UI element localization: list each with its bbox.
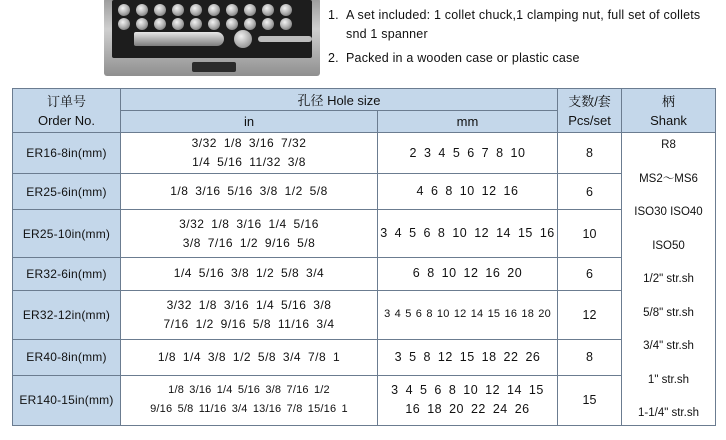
order-number: ER40-8in(mm) xyxy=(13,339,121,375)
inch-sizes xyxy=(121,210,378,258)
table-row xyxy=(13,290,716,339)
shank-list xyxy=(622,133,715,425)
pcs-per-set: 10 xyxy=(558,210,622,258)
mm-sizes xyxy=(378,339,558,375)
order-header-cn: 订单号 xyxy=(46,93,86,109)
inch-line: 1/4 5/16 3/8 1/2 5/8 3/4 xyxy=(173,266,325,281)
inch-line: 1/8 1/4 3/8 1/2 5/8 3/4 7/8 1 xyxy=(157,349,341,364)
table-row xyxy=(13,258,716,290)
collet-slot xyxy=(172,4,184,16)
inch-sizes xyxy=(121,290,378,339)
table-header-row xyxy=(13,89,716,111)
mm-sizes xyxy=(378,290,558,339)
order-number: ER32-6in(mm) xyxy=(13,258,121,290)
order-header xyxy=(13,89,121,133)
hole-size-header: 孔径 Hole size xyxy=(121,89,558,111)
pcs-per-set: 15 xyxy=(558,375,622,425)
collet-slot xyxy=(226,18,238,30)
shank-item: 1/2" str.sh xyxy=(643,273,694,285)
note-item xyxy=(328,6,724,44)
spanner-image xyxy=(258,36,312,42)
collet-slot xyxy=(244,18,256,30)
shank-item: R8 xyxy=(661,139,676,151)
pcs-header xyxy=(558,89,622,133)
inch-line: 1/8 3/16 1/4 5/16 3/8 7/16 1/2 xyxy=(168,384,330,397)
inch-line: 3/32 1/8 3/16 7/32 xyxy=(191,136,307,151)
order-number: ER140-15in(mm) xyxy=(13,375,121,425)
collet-slot xyxy=(136,18,148,30)
inch-line: 3/32 1/8 3/16 1/4 5/16 xyxy=(179,216,319,231)
collet-slot xyxy=(190,18,202,30)
inch-sizes xyxy=(121,258,378,290)
order-header-en: Order No. xyxy=(37,112,96,128)
order-number: ER25-6in(mm) xyxy=(13,174,121,210)
collet-slot xyxy=(280,18,292,30)
inch-line: 3/32 1/8 3/16 1/4 5/16 3/8 xyxy=(166,297,332,312)
collet-slot xyxy=(172,18,184,30)
note-item xyxy=(328,49,724,68)
order-number: ER25-10in(mm) xyxy=(13,210,121,258)
shank-item: MS2～MS6 xyxy=(639,172,698,185)
in-header: in xyxy=(121,111,378,133)
collet-slot xyxy=(262,4,274,16)
pcs-header-cn: 支数/套 xyxy=(568,93,611,109)
collet-slot xyxy=(190,4,202,16)
table-row xyxy=(13,174,716,210)
shank-header xyxy=(622,89,716,133)
shank-item: 1-1/4" str.sh xyxy=(638,407,699,419)
collet-slot xyxy=(208,4,220,16)
inch-sizes xyxy=(121,133,378,174)
inch-line: 3/8 7/16 1/2 9/16 5/8 xyxy=(182,235,316,250)
note-number: 2. xyxy=(328,51,339,65)
collet-spec-table xyxy=(12,88,716,426)
shank-item: 3/4" str.sh xyxy=(643,340,694,352)
collet-tray xyxy=(112,0,312,58)
note-text: Packed in a wooden case or plastic case xyxy=(346,51,580,65)
pcs-header-en: Pcs/set xyxy=(568,112,611,128)
pcs-per-set: 6 xyxy=(558,258,622,290)
pcs-per-set: 6 xyxy=(558,174,622,210)
collet-slot xyxy=(244,4,256,16)
order-number: ER32-12in(mm) xyxy=(13,290,121,339)
collet-slot xyxy=(208,18,220,30)
shank-item: ISO50 xyxy=(652,239,685,252)
table-row xyxy=(13,339,716,375)
mm-line: 4 6 8 10 12 16 xyxy=(416,184,519,199)
collet-slot xyxy=(118,4,130,16)
collet-slot xyxy=(226,4,238,16)
pcs-per-set: 8 xyxy=(558,339,622,375)
shank-header-en: Shank xyxy=(650,112,687,128)
mm-header: mm xyxy=(378,111,558,133)
inch-sizes xyxy=(121,375,378,425)
table-row xyxy=(13,210,716,258)
note-number: 1. xyxy=(328,8,339,22)
shank-item: ISO30 ISO40 xyxy=(634,206,703,218)
mm-sizes xyxy=(378,375,558,425)
mm-line: 3 4 5 6 8 10 12 14 15 16 xyxy=(380,226,555,241)
inch-sizes xyxy=(121,339,378,375)
collet-slot xyxy=(262,18,274,30)
mm-line: 3 5 8 12 15 18 22 26 xyxy=(394,349,541,364)
inch-line: 7/16 1/2 9/16 5/8 11/16 3/4 xyxy=(163,316,335,331)
pcs-per-set: 8 xyxy=(558,133,622,174)
order-number: ER16-8in(mm) xyxy=(13,133,121,174)
inch-sizes xyxy=(121,174,378,210)
pcs-per-set: 12 xyxy=(558,290,622,339)
collet-slot xyxy=(154,4,166,16)
mm-line: 16 18 20 22 24 26 xyxy=(405,402,530,417)
table-row xyxy=(13,375,716,425)
package-notes xyxy=(328,6,724,68)
mm-sizes xyxy=(378,174,558,210)
collet-slot xyxy=(136,4,148,16)
collet-slot xyxy=(280,4,292,16)
shank-item: 1" str.sh xyxy=(647,373,690,386)
product-case-photo xyxy=(104,0,320,76)
shank-options xyxy=(622,133,716,426)
note-text: A set included: 1 collet chuck,1 clamping nut, full set of collets snd 1 spanner xyxy=(346,8,701,41)
mm-line: 2 3 4 5 6 7 8 10 xyxy=(409,145,526,160)
inch-line: 1/8 3/16 5/16 3/8 1/2 5/8 xyxy=(170,184,328,199)
inch-line: 1/4 5/16 11/32 3/8 xyxy=(192,155,306,170)
mm-line: 3 4 5 6 8 10 12 14 15 xyxy=(391,383,544,398)
mm-line: 6 8 10 12 16 20 xyxy=(412,266,523,281)
inch-line: 9/16 5/8 11/16 3/4 13/16 7/8 15/16 1 xyxy=(150,403,348,416)
shank-header-cn: 柄 xyxy=(661,93,675,109)
mm-sizes xyxy=(378,210,558,258)
collet-slot xyxy=(118,18,130,30)
mm-sizes xyxy=(378,133,558,174)
table-row xyxy=(13,133,716,174)
collet-slot xyxy=(154,18,166,30)
cropped-heading xyxy=(356,0,466,1)
collet-chuck-image xyxy=(134,32,224,46)
shank-item: 5/8" str.sh xyxy=(643,306,694,319)
case-handle xyxy=(192,62,236,72)
mm-sizes xyxy=(378,258,558,290)
mm-line: 3 4 5 6 8 10 12 14 15 16 18 20 xyxy=(384,308,551,321)
clamping-nut-image xyxy=(234,30,252,48)
